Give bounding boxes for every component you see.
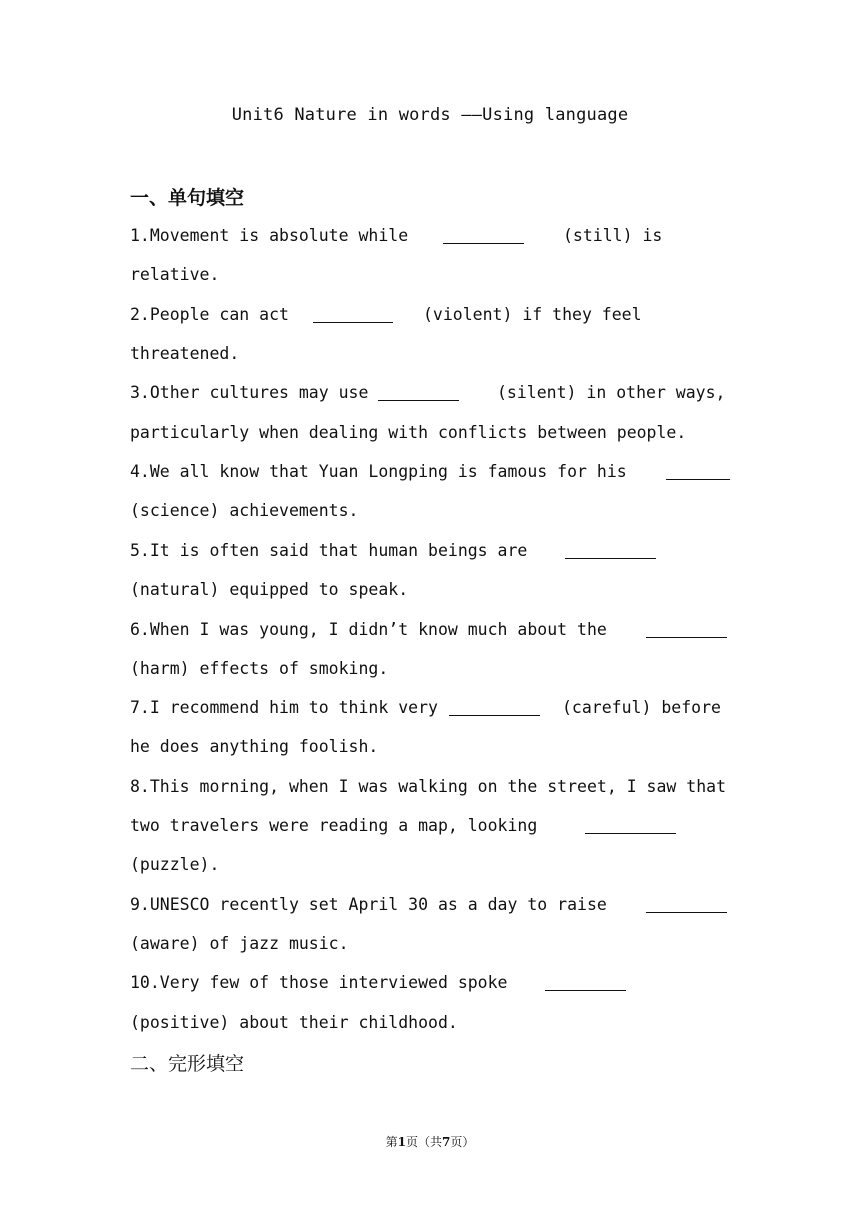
question-3-text: 3.Other cultures may use — [130, 383, 369, 402]
question-5-text: 5.It is often said that human beings are — [130, 541, 528, 560]
footer-prefix: 第 — [385, 1135, 398, 1149]
answer-blank-3[interactable] — [378, 400, 459, 401]
footer-middle: 页（共 — [405, 1135, 442, 1149]
question-8-continuation: (puzzle). — [130, 855, 220, 874]
answer-blank-2[interactable] — [313, 322, 393, 323]
question-5-continuation: (natural) equipped to speak. — [130, 580, 409, 599]
footer-suffix: 页） — [450, 1135, 475, 1149]
answer-blank-4[interactable] — [666, 479, 730, 480]
answer-blank-8[interactable] — [585, 833, 676, 834]
question-9-text: 9.UNESCO recently set April 30 as a day to raise — [130, 895, 607, 914]
question-2-hint: (violent) if they feel — [423, 305, 642, 324]
answer-blank-10[interactable] — [545, 990, 626, 991]
current-page-number: 1 — [397, 1135, 406, 1149]
answer-blank-5[interactable] — [565, 558, 656, 559]
question-4-continuation: (science) achievements. — [130, 501, 359, 520]
question-7-continuation: he does anything foolish. — [130, 737, 379, 756]
question-2-continuation: threatened. — [130, 344, 240, 363]
question-7-text: 7.I recommend him to think very — [130, 698, 438, 717]
question-1-text: 1.Movement is absolute while — [130, 226, 409, 245]
question-10-text: 10.Very few of those interviewed spoke — [130, 973, 508, 992]
question-4-text: 4.We all know that Yuan Longping is famous for his — [130, 462, 627, 481]
section-heading-2: 二、完形填空 — [130, 1053, 245, 1075]
answer-blank-6[interactable] — [646, 637, 727, 638]
question-9-continuation: (aware) of jazz music. — [130, 934, 349, 953]
section-heading-1: 一、单句填空 — [130, 187, 245, 209]
question-1-continuation: relative. — [130, 265, 220, 284]
question-6-text: 6.When I was young, I didn’t know much about the — [130, 620, 607, 639]
question-10-continuation: (positive) about their childhood. — [130, 1013, 458, 1032]
question-8-text-line-2: two travelers were reading a map, looking — [130, 816, 538, 835]
answer-blank-7[interactable] — [449, 715, 540, 716]
total-page-number: 7 — [442, 1135, 451, 1149]
question-2-text: 2.People can act — [130, 305, 289, 324]
question-3-hint: (silent) in other ways, — [497, 383, 726, 402]
page-footer — [0, 1133, 860, 1150]
question-8-text: 8.This morning, when I was walking on the street, I saw that — [130, 777, 727, 796]
question-1-hint: (still) is — [563, 226, 663, 245]
answer-blank-9[interactable] — [646, 912, 727, 913]
question-6-continuation: (harm) effects of smoking. — [130, 659, 389, 678]
question-3-continuation: particularly when dealing with conflicts between people. — [130, 423, 687, 442]
page-title: Unit6 Nature in words ——Using language — [231, 105, 629, 125]
question-7-hint: (careful) before — [562, 698, 721, 717]
answer-blank-1[interactable] — [443, 243, 524, 244]
